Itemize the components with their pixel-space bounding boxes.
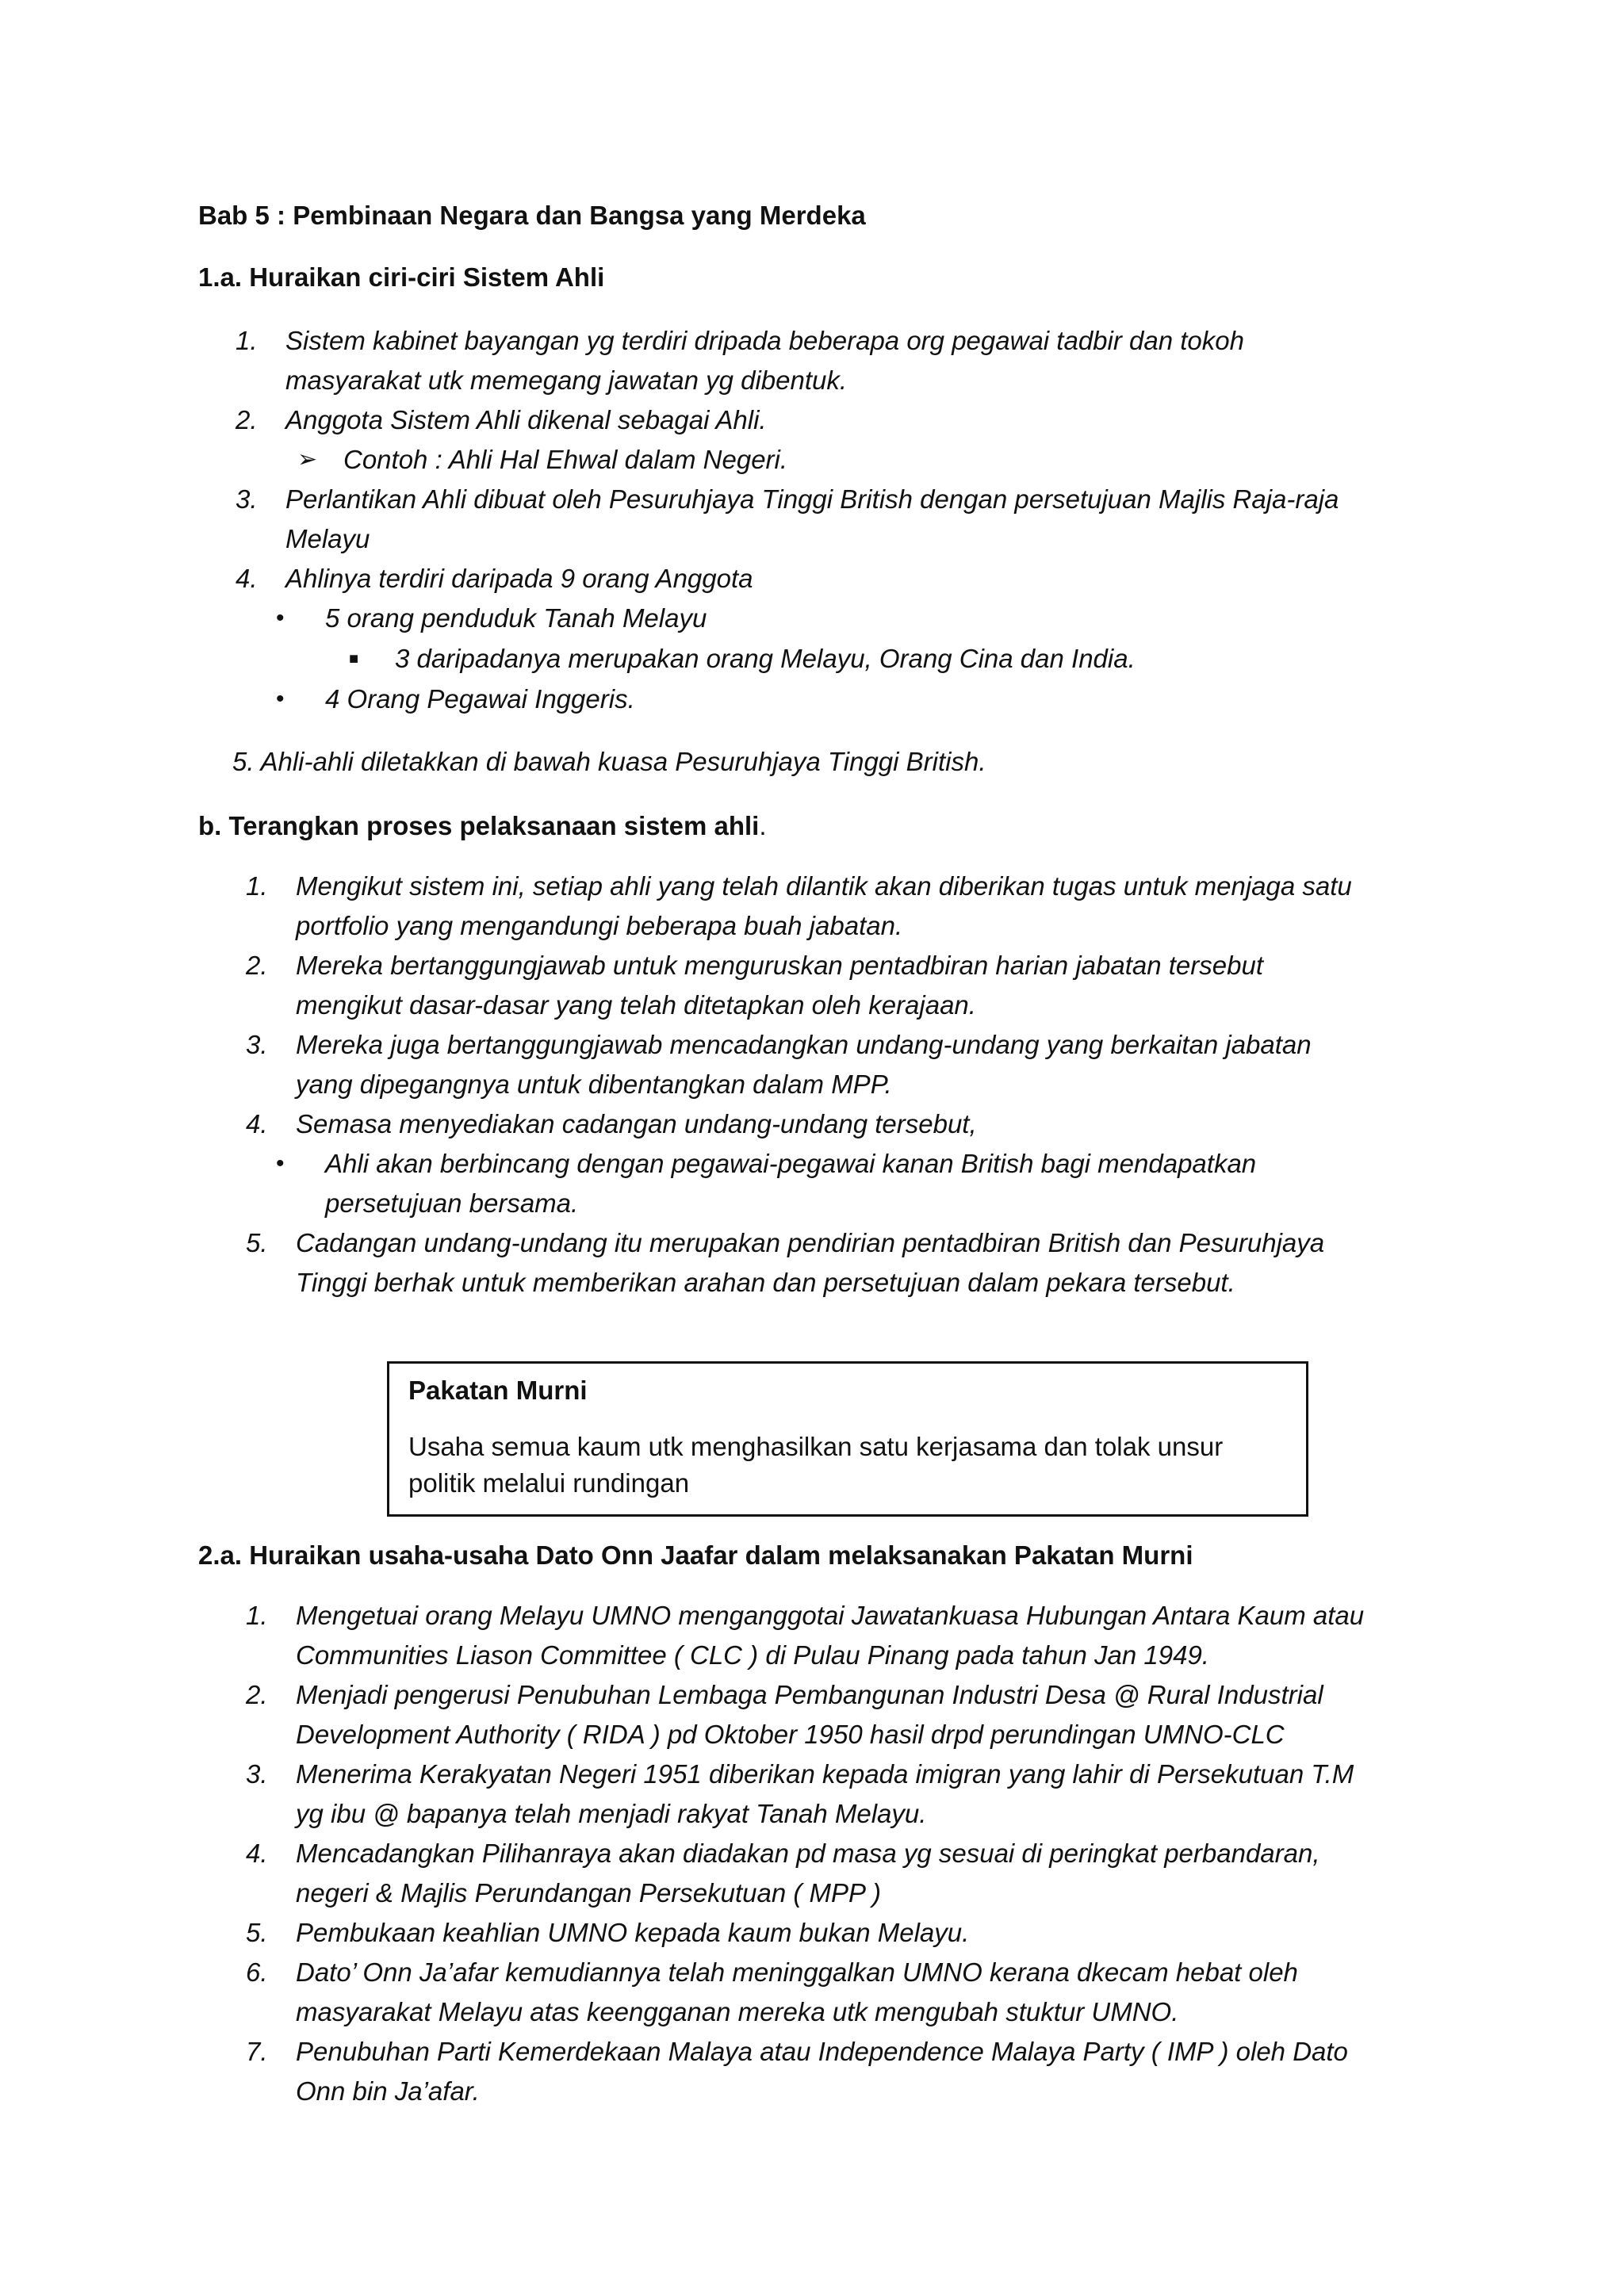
list-item-text: Melayu xyxy=(285,524,370,553)
list-item-text: Menerima Kerakyatan Negeri 1951 diberikan kepada imigran yang lahir di Persekutuan T.M xyxy=(296,1759,1354,1789)
list-number: 2. xyxy=(246,1680,268,1709)
list-item-text: Onn bin Ja’afar. xyxy=(296,2076,480,2106)
list-item-text: Tinggi berhak untuk memberikan arahan dan persetujuan dalam pekara tersebut. xyxy=(296,1268,1235,1297)
list-subitem-text: 3 daripadanya merupakan orang Melayu, Orang Cina dan India. xyxy=(395,644,1136,673)
list-item-text: Mengetuai orang Melayu UMNO menganggotai Jawatankuasa Hubungan Antara Kaum atau xyxy=(296,1601,1365,1630)
list-subitem-text: persetujuan bersama. xyxy=(325,1188,579,1218)
list-number: 1. xyxy=(246,871,268,901)
list-item-text: Communities Liason Committee ( CLC ) di Pulau Pinang pada tahun Jan 1949. xyxy=(296,1640,1209,1670)
list-subitem-text: 5 orang penduduk Tanah Melayu xyxy=(325,603,707,633)
list-item-text: portfolio yang mengandungi beberapa buah jabatan. xyxy=(296,911,903,940)
list-item-text: Menjadi pengerusi Penubuhan Lembaga Pembangunan Industri Desa @ Rural Industrial xyxy=(296,1680,1323,1709)
bullet-icon: • xyxy=(276,686,285,712)
section-2a-heading: 2.a. Huraikan usaha-usaha Dato Onn Jaafar dalam melaksanakan Pakatan Murni xyxy=(198,1540,1193,1570)
list-number: 7. xyxy=(246,2037,268,2066)
list-number: 4. xyxy=(236,564,258,593)
list-number: 4. xyxy=(246,1839,268,1868)
list-number: 5. xyxy=(246,1228,268,1257)
list-number: 1. xyxy=(236,326,258,355)
list-item-text: masyarakat Melayu atas keengganan mereka utk mengubah stuktur UMNO. xyxy=(296,1997,1179,2026)
definition-box xyxy=(387,1361,1308,1517)
list-number: 1. xyxy=(246,1601,268,1630)
section-1b-heading: b. Terangkan proses pelaksanaan sistem ahli. xyxy=(198,811,767,840)
list-number: 2. xyxy=(236,405,258,434)
list-item-text: Mereka juga bertanggungjawab mencadangkan undang-undang yang berkaitan jabatan xyxy=(296,1030,1312,1059)
list-item-text: negeri & Majlis Perundangan Persekutuan ( MPP ) xyxy=(296,1878,881,1908)
page-title: Bab 5 : Pembinaan Negara dan Bangsa yang Merdeka xyxy=(198,201,866,230)
arrow-bullet-icon: ➢ xyxy=(297,446,318,473)
list-item-text: Mencadangkan Pilihanraya akan diadakan pd masa yg sesuai di peringkat perbandaran, xyxy=(296,1839,1320,1868)
bullet-icon: • xyxy=(276,605,285,631)
list-item-text: Perlantikan Ahli dibuat oleh Pesuruhjaya Tinggi British dengan persetujuan Majlis Raja-raja xyxy=(285,484,1339,514)
list-item-text: Cadangan undang-undang itu merupakan pendirian pentadbiran British dan Pesuruhjaya xyxy=(296,1228,1325,1257)
list-subitem-text: Ahli akan berbincang dengan pegawai-pegawai kanan British bagi mendapatkan xyxy=(325,1149,1257,1178)
list-number: 4. xyxy=(246,1109,268,1138)
list-item-text: masyarakat utk memegang jawatan yg dibentuk. xyxy=(285,365,848,395)
list-item-text: Semasa menyediakan cadangan undang-undang tersebut, xyxy=(296,1109,977,1138)
list-item-text: Anggota Sistem Ahli dikenal sebagai Ahli. xyxy=(285,405,767,434)
list-subitem-text: 4 Orang Pegawai Inggeris. xyxy=(325,684,635,714)
list-item-text: 5. Ahli-ahli diletakkan di bawah kuasa Pesuruhjaya Tinggi British. xyxy=(232,747,986,776)
list-number: 3. xyxy=(236,484,258,514)
definition-title: Pakatan Murni xyxy=(408,1376,588,1405)
list-number: 5. xyxy=(246,1918,268,1947)
list-item-text: mengikut dasar-dasar yang telah ditetapkan oleh kerajaan. xyxy=(296,990,976,1020)
list-number: 3. xyxy=(246,1759,268,1789)
list-item-text: Dato’ Onn Ja’afar kemudiannya telah meninggalkan UMNO kerana dkecam hebat oleh xyxy=(296,1957,1298,1987)
list-number: 6. xyxy=(246,1957,268,1987)
bullet-icon: • xyxy=(276,1150,285,1177)
list-item-text: Pembukaan keahlian UMNO kepada kaum bukan Melayu. xyxy=(296,1918,970,1947)
list-item-text: Ahlinya terdiri daripada 9 orang Anggota xyxy=(285,564,753,593)
definition-text: Usaha semua kaum utk menghasilkan satu kerjasama dan tolak unsur politik melalui rundingan xyxy=(408,1432,1224,1498)
list-item-text: Development Authority ( RIDA ) pd Oktober 1950 hasil drpd perundingan UMNO-CLC xyxy=(296,1720,1285,1749)
section-1a-heading: 1.a. Huraikan ciri-ciri Sistem Ahli xyxy=(198,262,605,292)
list-item-text: Mengikut sistem ini, setiap ahli yang telah dilantik akan diberikan tugas untuk menjaga satu xyxy=(296,871,1352,901)
list-number: 3. xyxy=(246,1030,268,1059)
list-item-text: yang dipegangnya untuk dibentangkan dalam MPP. xyxy=(296,1070,892,1099)
list-subitem-text: Contoh : Ahli Hal Ehwal dalam Negeri. xyxy=(343,445,788,474)
square-bullet-icon: ■ xyxy=(349,650,359,668)
list-item-text: Sistem kabinet bayangan yg terdiri dripada beberapa org pegawai tadbir dan tokoh xyxy=(285,326,1244,355)
list-item-text: Mereka bertanggungjawab untuk menguruskan pentadbiran harian jabatan tersebut xyxy=(296,951,1264,980)
list-number: 2. xyxy=(246,951,268,980)
list-item-text: Penubuhan Parti Kemerdekaan Malaya atau Independence Malaya Party ( IMP ) oleh Dato xyxy=(296,2037,1348,2066)
list-item-text: yg ibu @ bapanya telah menjadi rakyat Tanah Melayu. xyxy=(296,1799,927,1828)
